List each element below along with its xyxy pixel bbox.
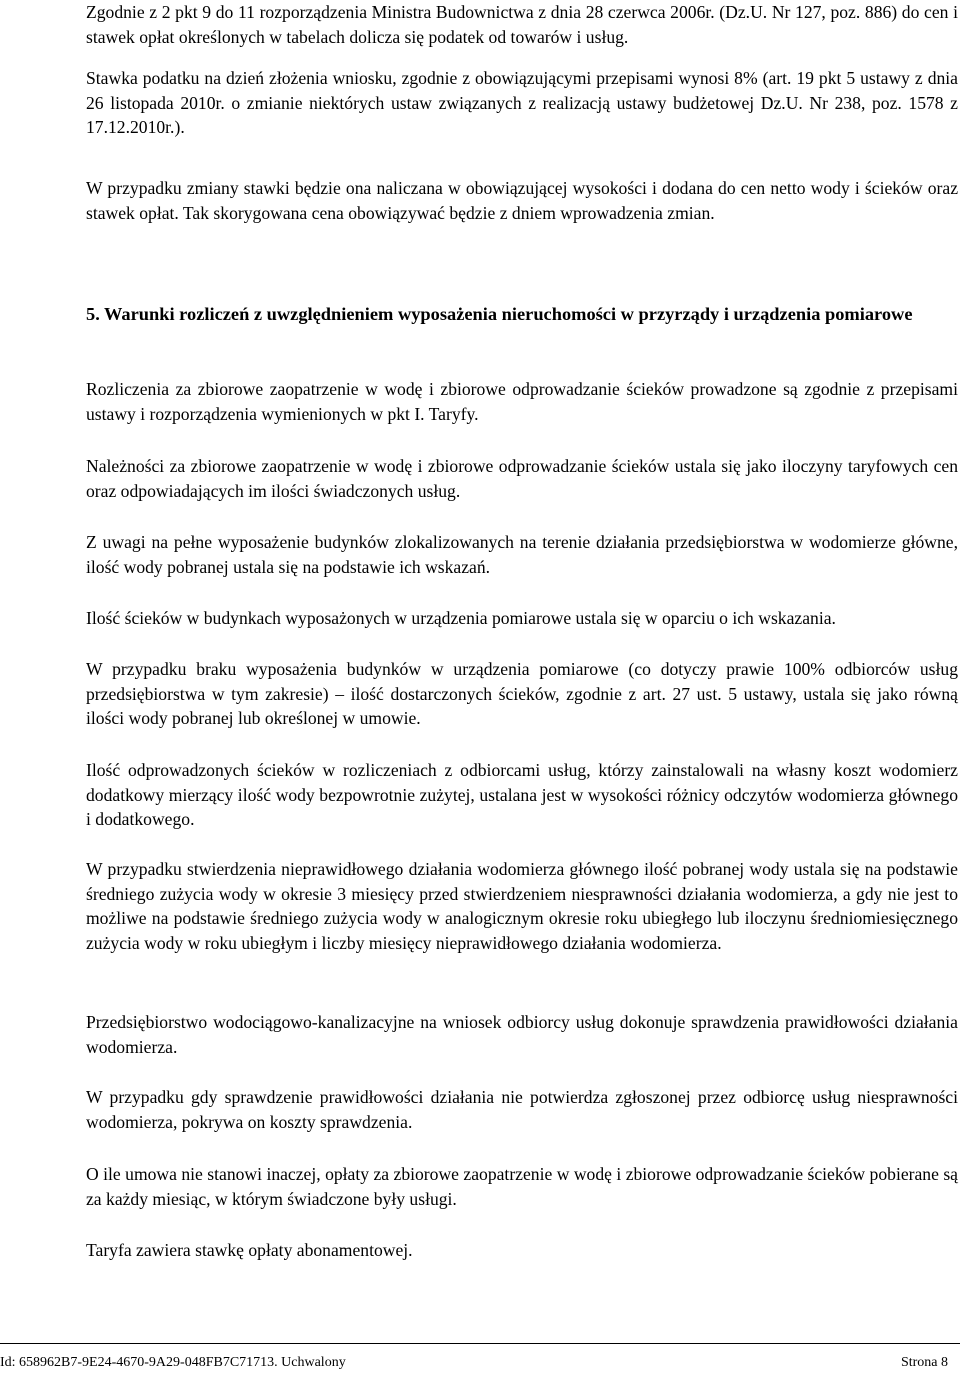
paragraph-faulty-meter: W przypadku stwierdzenia nieprawidłowego działania wodomierza głównego ilość pobranej wody ustala się na podstawie średniego zużycia wody w okresie 3 miesięcy przed stwierdzeniem niesprawności działania wodomierza, a gdy nie jest to możliwe na podstawie średniego zużycia wody w analogicznym okresie roku ubiegłego lub iloczynu średniomiesięcznego zużycia wody w roku ubiegłym i liczby miesięcy nieprawidłowego działania wodomierza. bbox=[86, 859, 958, 953]
paragraph-water-meters: Z uwagi na pełne wyposażenie budynków zlokalizowanych na terenie działania przedsiębiorstwa w wodomierze główne, ilość wody pobranej ustala się na podstawie ich wskazań. bbox=[86, 532, 958, 577]
document-id: Id: 658962B7-9E24-4670-9A29-048FB7C71713. Uchwalony bbox=[0, 1355, 346, 1370]
paragraph-sewage-amount: Ilość ścieków w budynkach wyposażonych w urządzenia pomiarowe ustala się w oparciu o ich wskazania. bbox=[86, 608, 836, 628]
footer-divider bbox=[0, 1343, 960, 1344]
paragraph-no-meters: W przypadku braku wyposażenia budynków w urządzenia pomiarowe (co dotyczy prawie 100% odbiorców usług przedsiębiorstwa w tym zakresie) – ilość dostarczonych ścieków, zgodnie z art. 27 ust. 5 ustawy, ustala się jako równą ilości wody pobranej lub określonej w umowie. bbox=[86, 659, 958, 728]
paragraph-rate-change: W przypadku zmiany stawki będzie ona naliczana w obowiązującej wysokości i dodana do cen netto wody i ścieków oraz stawek opłat. Tak skorygowana cena obowiązywać będzie z dniem wprowadzenia zmian. bbox=[86, 178, 958, 223]
paragraph-check-cost: W przypadku gdy sprawdzenie prawidłowości działania nie potwierdza zgłoszonej przez odbiorcę usług niesprawności wodomierza, pokrywa on koszty sprawdzenia. bbox=[86, 1087, 958, 1132]
paragraph-monthly-fees: O ile umowa nie stanowi inaczej, opłaty za zbiorowe zaopatrzenie w wodę i zbiorowe odprowadzanie ścieków pobierane są za każdy miesiąc, w którym świadczone były usługi. bbox=[86, 1164, 958, 1209]
page-footer bbox=[0, 1354, 948, 1372]
paragraph-tax-rate: Stawka podatku na dzień złożenia wniosku, zgodnie z obowiązującymi przepisami wynosi 8% (art. 19 pkt 5 ustawy z dnia 26 listopada 2010r. o zmianie niektórych ustaw związanych z realizacją ustawy budżetowej Dz.U. Nr 238, poz. 1578 z 17.12.2010r.). bbox=[86, 68, 958, 137]
paragraph-subscription-fee: Taryfa zawiera stawkę opłaty abonamentowej. bbox=[86, 1240, 413, 1260]
paragraph-dues: Należności za zbiorowe zaopatrzenie w wodę i zbiorowe odprowadzanie ścieków ustala się jako iloczyny taryfowych cen oraz odpowiadających im ilości świadczonych usług. bbox=[86, 456, 958, 501]
paragraph-settlements: Rozliczenia za zbiorowe zaopatrzenie w wodę i zbiorowe odprowadzanie ścieków prowadzone są zgodnie z przepisami ustawy i rozporządzenia wymienionych w pkt I. Taryfy. bbox=[86, 379, 958, 424]
paragraph-additional-meter: Ilość odprowadzonych ścieków w rozliczeniach z odbiorcami usług, którzy zainstalowali na własny koszt wodomierz dodatkowy mierzący ilość wody bezpowrotnie zużytej, ustalana jest w wysokości różnicy odczytów wodomierza głównego i dodatkowego. bbox=[86, 760, 958, 829]
section-heading-5: 5. Warunki rozliczeń z uwzględnieniem wyposażenia nieruchomości w przyrządy i urządzenia pomiarowe bbox=[86, 304, 913, 324]
page-number: Strona 8 bbox=[900, 1355, 948, 1370]
paragraph-meter-check: Przedsiębiorstwo wodociągowo-kanalizacyjne na wniosek odbiorcy usług dokonuje sprawdzenia prawidłowości działania wodomierza. bbox=[86, 1012, 958, 1057]
paragraph-tax-regulation: Zgodnie z 2 pkt 9 do 11 rozporządzenia Ministra Budownictwa z dnia 28 czerwca 2006r. (Dz.U. Nr 127, poz. 886) do cen i stawek opłat określonych w tabelach dolicza się podatek od towarów i usług. bbox=[86, 2, 958, 47]
